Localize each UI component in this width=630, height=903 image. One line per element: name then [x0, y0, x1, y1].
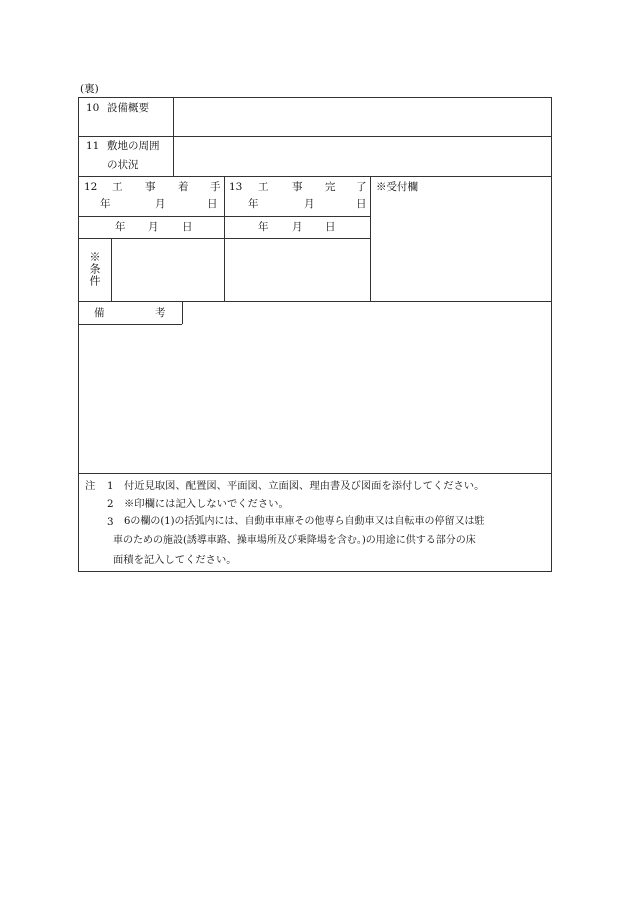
row11-value-field[interactable]: [175, 138, 550, 175]
reception-field[interactable]: [372, 196, 550, 300]
note-1-text: 付近見取図、配置図、平面図、立面図、理由書及び図面を添付してください。: [124, 480, 485, 492]
row10-label: 設備概要: [107, 102, 149, 114]
completion-year2-label: 年: [258, 221, 269, 233]
completion-char-2: 事: [292, 181, 303, 193]
start-day2-label: 日: [182, 221, 193, 233]
note-3-text-line3: 面積を記入してください。: [113, 554, 237, 566]
start-number: 12: [84, 181, 98, 193]
rule-remarks-label: [182, 301, 183, 324]
rule-row11-bottom: [78, 176, 552, 177]
note-3-number: 3: [107, 516, 114, 528]
back-side-label: (裏): [80, 83, 99, 95]
rule-remarks-label-bottom: [78, 324, 182, 325]
rule-remarks-bottom: [78, 473, 552, 474]
rule-row10-bottom: [78, 136, 552, 137]
completion-year-label: 年: [248, 198, 259, 210]
remarks-char-1: 備: [94, 307, 105, 319]
completion-day2-label: 日: [325, 221, 336, 233]
row10-value-field[interactable]: [175, 99, 550, 135]
note-3-text-line2: 車のための施設(誘導車路、操車場所及び乗降場を含む。)の用途に供する部分の床: [113, 535, 476, 546]
start-char-1: 工: [112, 181, 123, 193]
condition-start-field[interactable]: [113, 240, 223, 300]
completion-month-label: 月: [304, 198, 315, 210]
reception-label: ※受付欄: [376, 181, 418, 193]
completion-char-4: 了: [356, 181, 367, 193]
start-char-3: 着: [178, 181, 189, 193]
completion-number: 13: [229, 181, 243, 193]
completion-day-label: 日: [356, 198, 367, 210]
completion-month2-label: 月: [292, 221, 303, 233]
rule-reception-col: [370, 176, 371, 301]
rule-condition-label: [111, 238, 112, 301]
start-day-label: 日: [207, 198, 218, 210]
notes-prefix: 注: [85, 480, 96, 492]
note-3-text-line1: 6の欄の(1)の括弧内には、自動車車庫その他専ら自動車又は自転車の停留又は駐: [124, 516, 485, 527]
condition-completion-field[interactable]: [226, 240, 369, 300]
condition-label: ※条件: [88, 251, 101, 287]
note-2-number: 2: [107, 498, 114, 510]
row11-label-line2: の状況: [107, 159, 139, 171]
completion-char-3: 完: [325, 181, 336, 193]
note-2-text: ※印欄には記入しないでください。: [124, 498, 289, 510]
row10-number: 10: [86, 102, 100, 114]
row11-label-line1: 敷地の周囲: [107, 140, 160, 152]
start-char-4: 手: [210, 181, 221, 193]
rule-start-completion: [224, 176, 225, 301]
start-char-2: 事: [145, 181, 156, 193]
rule-label-col: [173, 97, 174, 176]
completion-char-1: 工: [258, 181, 269, 193]
remarks-char-2: 考: [155, 307, 166, 319]
start-year-label: 年: [100, 198, 111, 210]
start-month-label: 月: [155, 198, 166, 210]
row11-number: 11: [86, 140, 100, 152]
start-month2-label: 月: [148, 221, 159, 233]
remarks-field[interactable]: [80, 326, 550, 472]
rule-condition-bottom: [78, 301, 552, 302]
note-1-number: 1: [107, 480, 114, 492]
start-year2-label: 年: [115, 221, 126, 233]
